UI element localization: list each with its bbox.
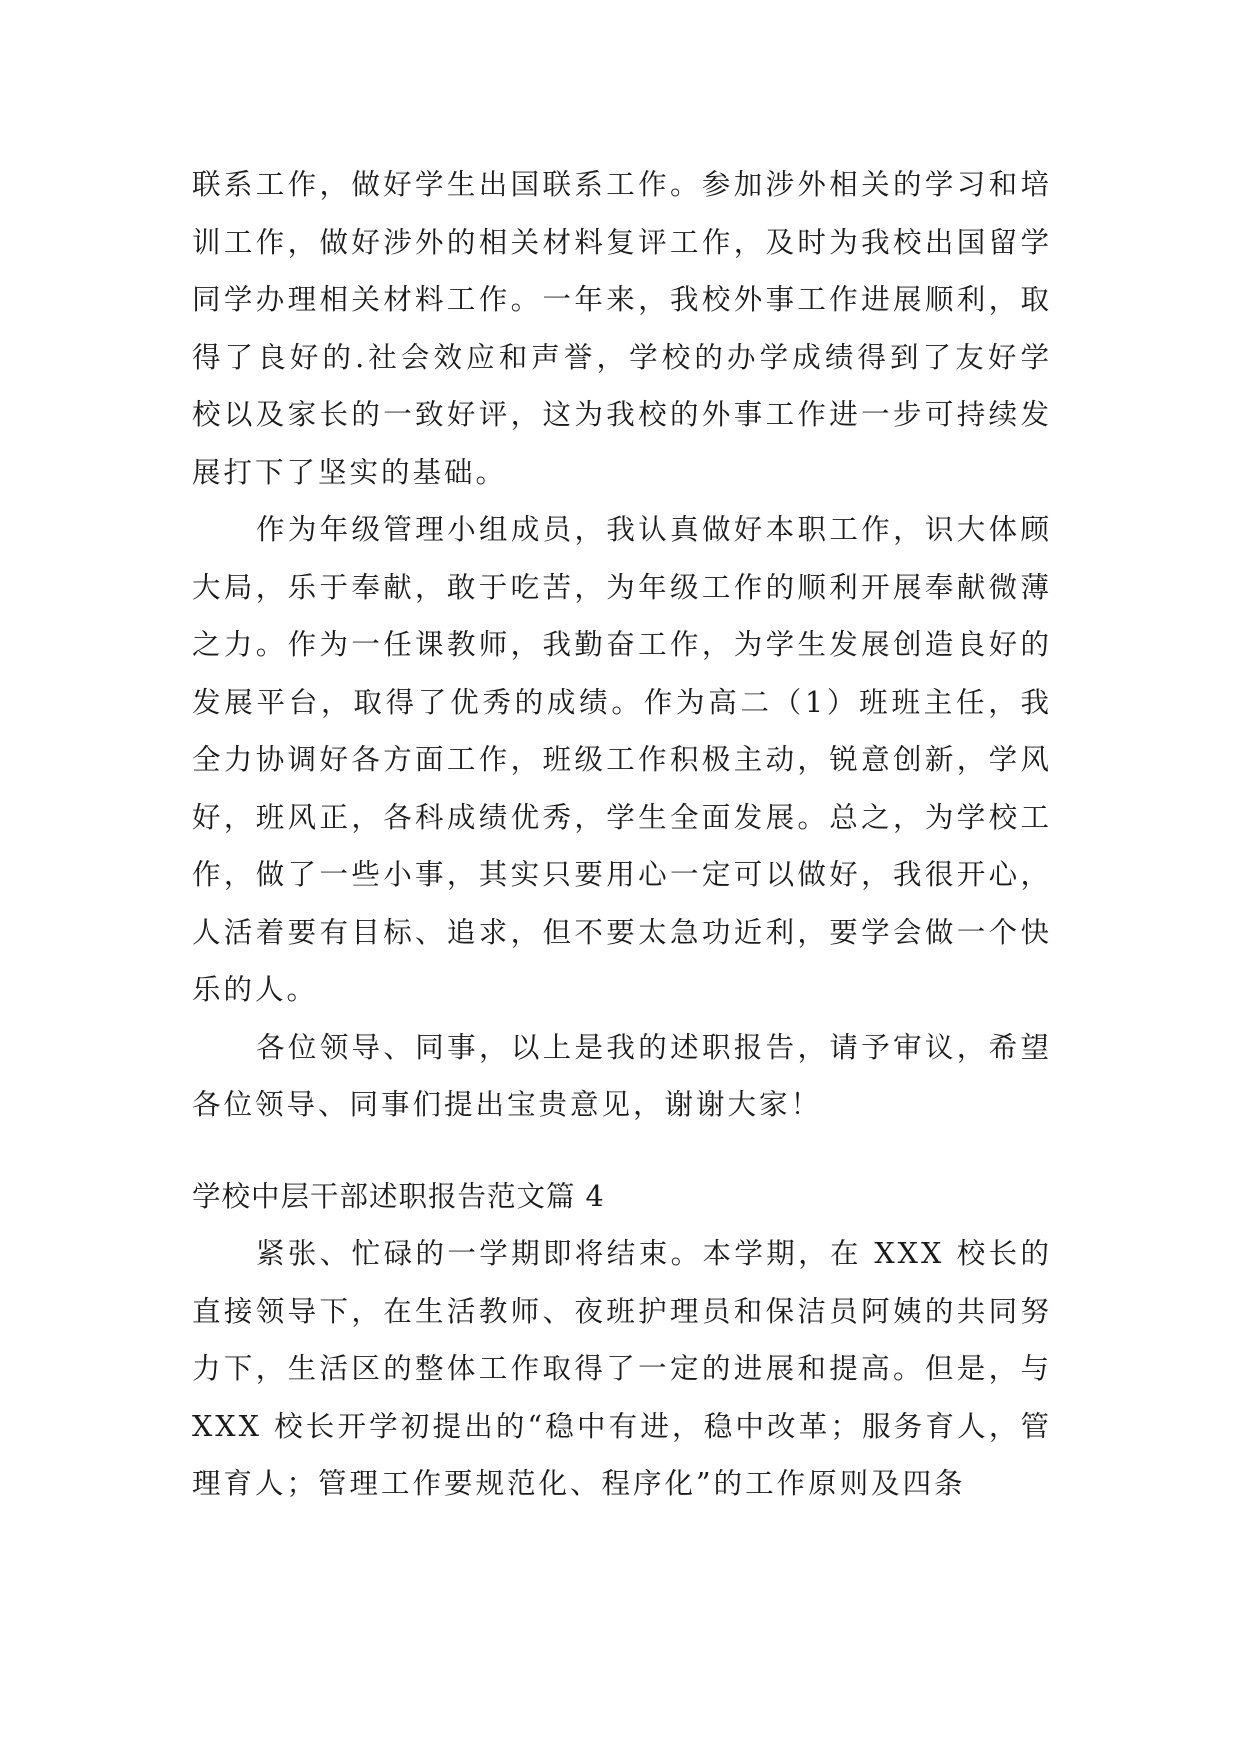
document-body bbox=[192, 156, 1052, 1513]
section-heading: 学校中层干部述职报告范文篇 4 bbox=[192, 1179, 605, 1213]
paragraph-continuation: 联系工作，做好学生出国联系工作。参加涉外相关的学习和培训工作，做好涉外的相关材料复评工作，及时为我校出国留学同学办理相关材料工作。一年来，我校外事工作进展顺利，取得了良好的.社会效应和声誉，学校的办学成绩得到了友好学校以及家长的一致好评，这为我校的外事工作进一步可持续发展打下了坚实的基础。 bbox=[192, 168, 1052, 489]
paragraph-closing-remarks: 各位领导、同事，以上是我的述职报告，请予审议，希望各位领导、同事们提出宝贵意见，谢谢大家！ bbox=[192, 1030, 1052, 1121]
paragraph-grade-management: 作为年级管理小组成员，我认真做好本职工作，识大体顾大局，乐于奉献，敢于吃苦，为年级工作的顺利开展奉献微薄之力。作为一任课教师，我勤奋工作，为学生发展创造良好的发展平台，取得了优秀的成绩。作为高二（1）班班主任，我全力协调好各方面工作，班级工作积极主动，锐意创新，学风好，班风正，各科成绩优秀，学生全面发展。总之，为学校工作，做了一些小事，其实只要用心一定可以做好，我很开心，人活着要有目标、追求，但不要太急功近利，要学会做一个快乐的人。 bbox=[192, 513, 1052, 1006]
paragraph-section-intro: 紧张、忙碌的一学期即将结束。本学期，在 XXX 校长的直接领导下，在生活教师、夜班护理员和保洁员阿姨的共同努力下，生活区的整体工作取得了一定的进展和提高。但是，与 XXX 校长开学初提出的“稳中有进，稳中改革；服务育人，管理育人；管理工作要规范化、程序化”的工作原则及四条 bbox=[192, 1237, 1052, 1500]
